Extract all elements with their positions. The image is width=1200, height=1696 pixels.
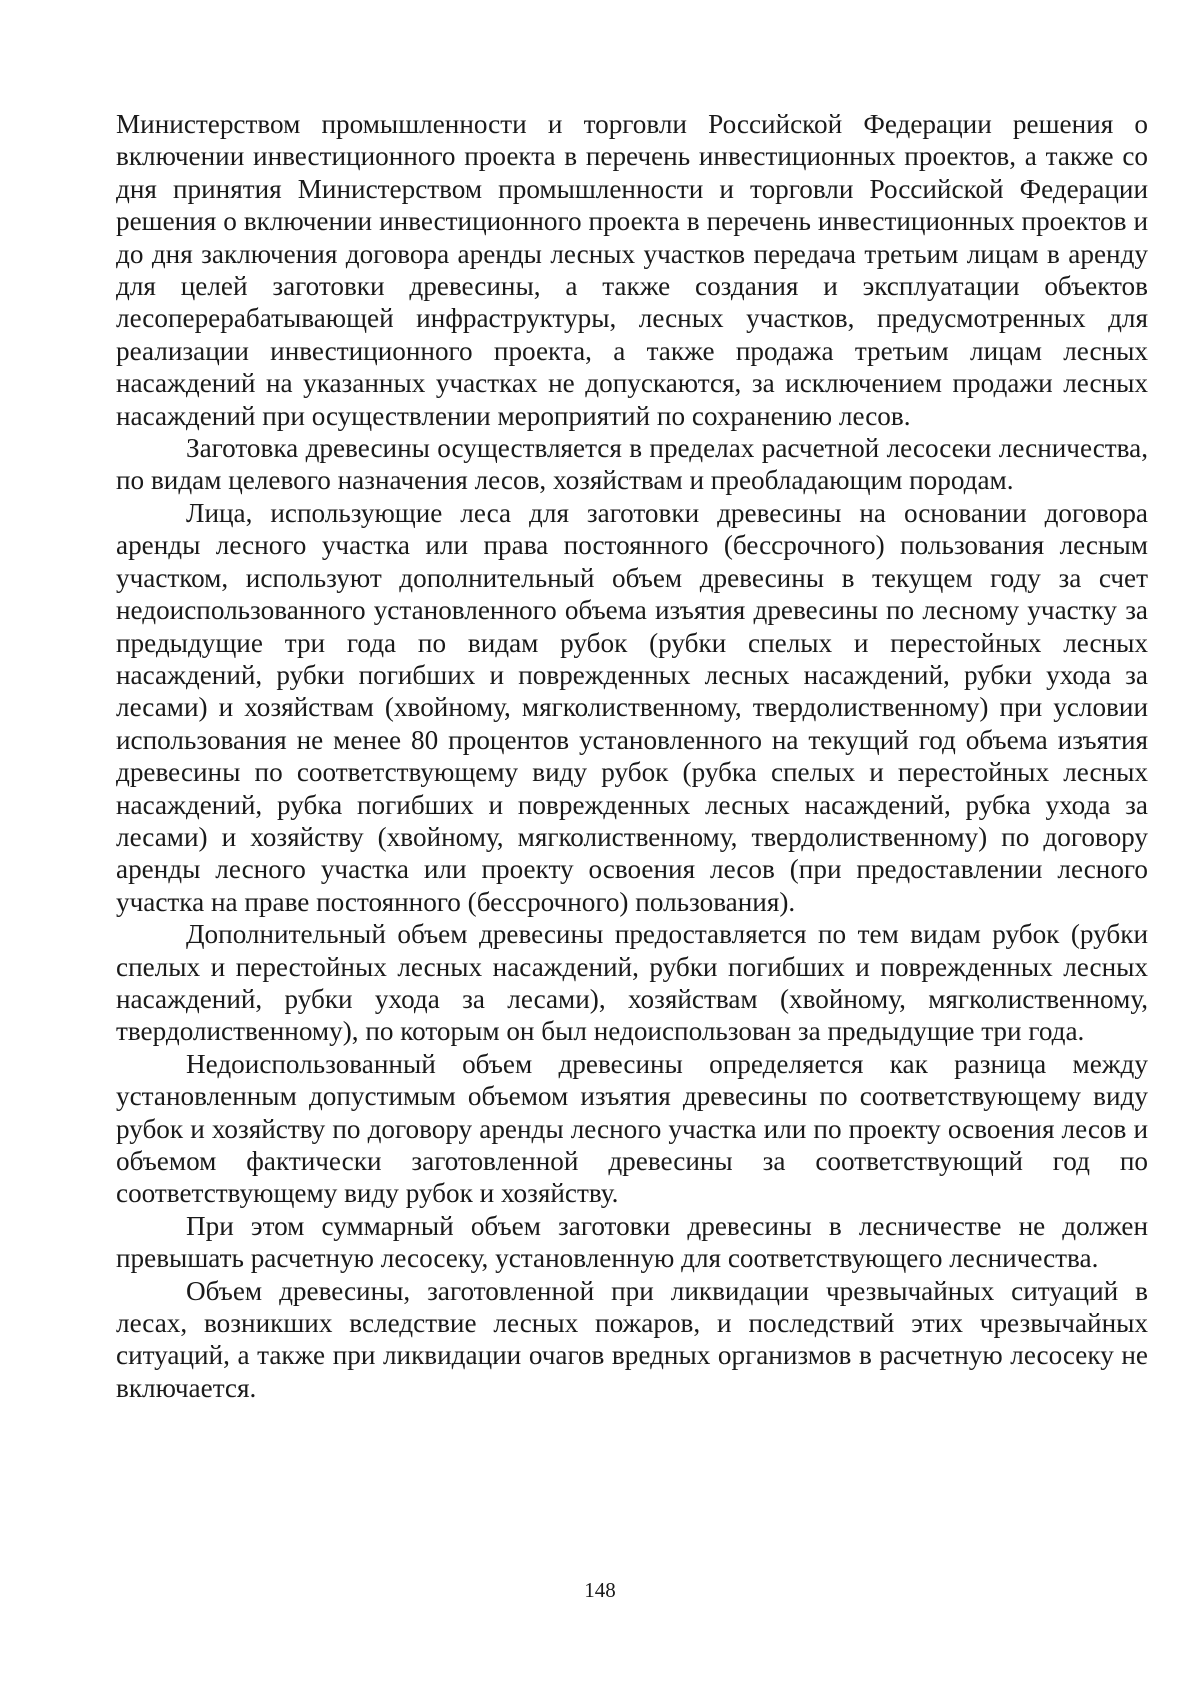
paragraph: Дополнительный объем древесины предоставляется по тем видам рубок (рубки спелых и перестойных лесных насаждений, рубки погибших и поврежденных лесных насаждений, рубки ухода за лесами), хозяйствам (хвойному, мягколиственному, твердолиственному), по которым он был недоиспользован за предыдущие три года. [116,919,1148,1047]
page-body [116,108,1148,1404]
paragraph: Недоиспользованный объем древесины определяется как разница между установленным допустимым объемом изъятия древесины по соответствующему виду рубок и хозяйству по договору аренды лесного участка или по проекту освоения лесов и объемом фактически заготовленной древесины за соответствующий год по соответствующему виду рубок и хозяйству. [116,1048,1148,1209]
paragraph-continuation: Министерством промышленности и торговли Российской Федерации решения о включении инвестиционного проекта в перечень инвестиционных проектов, а также со дня принятия Министерством промышленности и торговли Российской Федерации решения о включении инвестиционного проекта в перечень инвестиционных проектов и до дня заключения договора аренды лесных участков передача третьим лицам в аренду для целей заготовки древесины, а также создания и эксплуатации объектов лесоперерабатывающей инфраструктуры, лесных участков, предусмотренных для реализации инвестиционного проекта, а также продажа третьим лицам лесных насаждений на указанных участках не допускаются, за исключением продажи лесных насаждений при осуществлении мероприятий по сохранению лесов. [116,109,1148,431]
paragraph: Лица, использующие леса для заготовки древесины на основании договора аренды лесного участка или права постоянного (бессрочного) пользования лесным участком, используют дополнительный объем древесины в текущем году за счет недоиспользованного установленного объема изъятия древесины по лесному участку за предыдущие три года по видам рубок (рубки спелых и перестойных лесных насаждений, рубки погибших и поврежденных лесных насаждений, рубки ухода за лесами) и хозяйствам (хвойному, мягколиственному, твердолиственному) при условии использования не менее 80 процентов установленного на текущий год объема изъятия древесины по соответствующему виду рубок (рубка спелых и перестойных лесных насаждений, рубка погибших и поврежденных лесных насаждений, рубка ухода за лесами) и хозяйству (хвойному, мягколиственному, твердолиственному) по договору аренды лесного участка или проекту освоения лесов (при предоставлении лесного участка на праве постоянного (бессрочного) пользования). [116,497,1148,917]
paragraph: При этом суммарный объем заготовки древесины в лесничестве не должен превышать расчетную лесосеку, установленную для соответствующего лесничества. [116,1210,1148,1274]
paragraph: Объем древесины, заготовленной при ликвидации чрезвычайных ситуаций в лесах, возникших вследствие лесных пожаров, и последствий этих чрезвычайных ситуаций, а также при ликвидации очагов вредных организмов в расчетную лесосеку не включается. [116,1275,1148,1403]
page-number: 148 [584,1578,616,1602]
paragraph: Заготовка древесины осуществляется в пределах расчетной лесосеки лесничества, по видам целевого назначения лесов, хозяйствам и преобладающим породам. [116,433,1148,496]
